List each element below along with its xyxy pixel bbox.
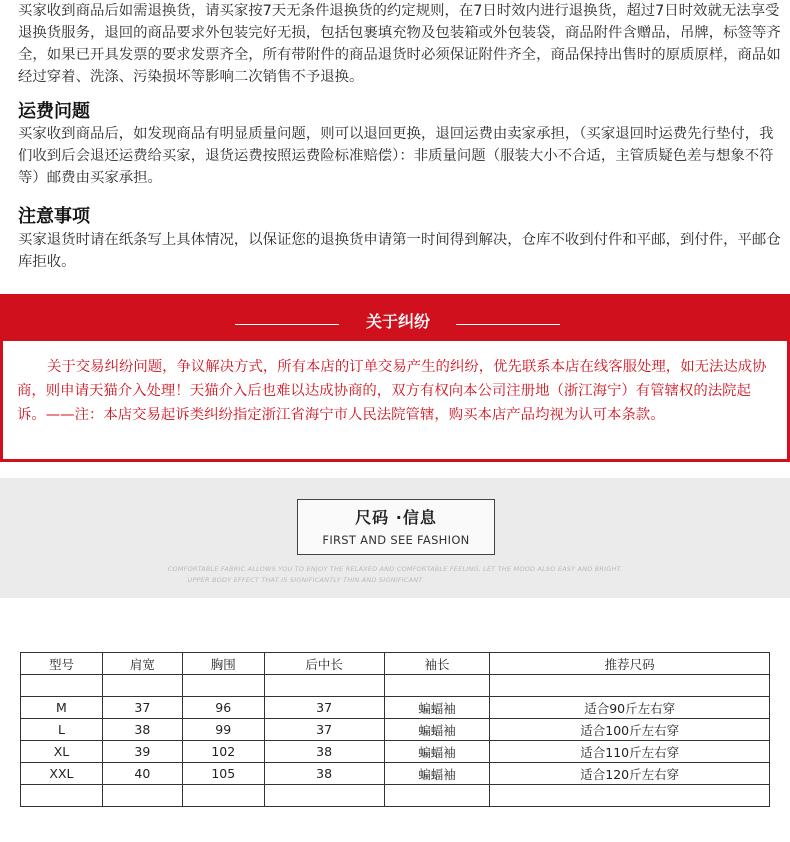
- table-row: [21, 741, 770, 763]
- cell-sleeve: 蝙蝠袖: [384, 719, 490, 741]
- size-info-banner: [0, 478, 790, 598]
- header-shoulder: 肩宽: [102, 653, 182, 675]
- header-length: 后中长: [264, 653, 384, 675]
- shipping-title: 运费问题: [18, 101, 90, 122]
- table-row: [21, 719, 770, 741]
- dispute-text: 关于交易纠纷问题，争议解决方式，所有本店的订单交易产生的纠纷，优先联系本店在线客服处理，如无法达成协商，则申请天猫介入处理！天猫介入后也难以达成协商的，双方有权向本公司注册地（浙江海宁）有管辖权的法院起诉。——注：本店交易起诉类纠纷指定浙江省海宁市人民法院管辖，购买本店产品均视为认可本条款。: [17, 359, 767, 423]
- header-chest: 胸围: [182, 653, 264, 675]
- cell-shoulder: 40: [102, 763, 182, 785]
- cell-chest: 99: [182, 719, 264, 741]
- cell-chest: 102: [182, 741, 264, 763]
- divider-line: [235, 324, 339, 325]
- cell-chest: 105: [182, 763, 264, 785]
- size-table: [20, 652, 770, 807]
- dispute-header: [3, 297, 787, 341]
- cell-length: 37: [264, 719, 384, 741]
- cell-model: XL: [21, 741, 103, 763]
- cell-model: L: [21, 719, 103, 741]
- notes-paragraph: 买家退货时请在纸条写上具体情况，以保证您的退换货申请第一时间得到解决，仓库不收到付件和平邮，到付件，平邮仓库拒收。: [18, 232, 781, 270]
- cell-chest: 96: [182, 697, 264, 719]
- table-header-row: [21, 653, 770, 675]
- cell-recommend: 适合110斤左右穿: [490, 741, 770, 763]
- shipping-paragraph: 买家收到商品后，如发现商品有明显质量问题，则可以退回更换，退回运费由卖家承担，（买家退回时运费先行垫付，我们收到后会退还运费给买家，退货运费按照运费险标准赔偿）：非质量问题（服装大小不合适，主管质疑色差与想象不符等）邮费由买家承担。: [18, 126, 774, 186]
- header-model: 型号: [21, 653, 103, 675]
- cell-recommend: 适合100斤左右穿: [490, 719, 770, 741]
- cell-model: M: [21, 697, 103, 719]
- notes-title: 注意事项: [18, 206, 90, 227]
- header-recommend: 推荐尺码: [490, 653, 770, 675]
- return-paragraph: 买家收到商品后如需退换货，请买家按7天无条件退换货的约定规则，在7日时效内进行退换货，超过7日时效就无法享受退换货服务，退回的商品要求外包装完好无损，包括包裹填充物及包装箱或外包装袋，商品附件含赠品，吊牌，标签等齐全，如果已开具发票的要求发票齐全，所有带附件的商品退货时必须保证附件齐全，商品保持出售时的原质原样，商品如经过穿着、洗涤、污染损坏等影响二次销售不予退换。: [18, 3, 781, 85]
- cell-shoulder: 39: [102, 741, 182, 763]
- dispute-section: [0, 294, 790, 462]
- tagline-2: UPPER BODY EFFECT THAT IS SIGNIFICANTLY THIN AND SIGNIFICANT: [187, 576, 423, 584]
- table-row: [21, 763, 770, 785]
- table-row-empty: [21, 785, 770, 807]
- dispute-title: 关于纠纷: [365, 312, 430, 331]
- cell-sleeve: 蝙蝠袖: [384, 741, 490, 763]
- cell-length: 38: [264, 763, 384, 785]
- size-info-box: [297, 499, 495, 555]
- cell-model: XXL: [21, 763, 103, 785]
- divider-line: [456, 324, 560, 325]
- cell-shoulder: 37: [102, 697, 182, 719]
- cell-length: 37: [264, 697, 384, 719]
- cell-sleeve: 蝙蝠袖: [384, 763, 490, 785]
- header-sleeve: 袖长: [384, 653, 490, 675]
- size-info-subtitle: FIRST AND SEE FASHION: [322, 533, 470, 547]
- cell-sleeve: 蝙蝠袖: [384, 697, 490, 719]
- cell-length: 38: [264, 741, 384, 763]
- size-info-title: 尺码 ·信息: [355, 508, 437, 527]
- cell-recommend: 适合90斤左右穿: [490, 697, 770, 719]
- cell-shoulder: 38: [102, 719, 182, 741]
- cell-recommend: 适合120斤左右穿: [490, 763, 770, 785]
- table-row-empty: [21, 675, 770, 697]
- tagline-1: COMFORTABLE FABRIC ALLOWS YOU TO ENJOY THE RELAXED AND COMFORTABLE FEELING, LET THE MOOD ALSO EASY AND BRIGHT.: [167, 565, 623, 573]
- table-row: [21, 697, 770, 719]
